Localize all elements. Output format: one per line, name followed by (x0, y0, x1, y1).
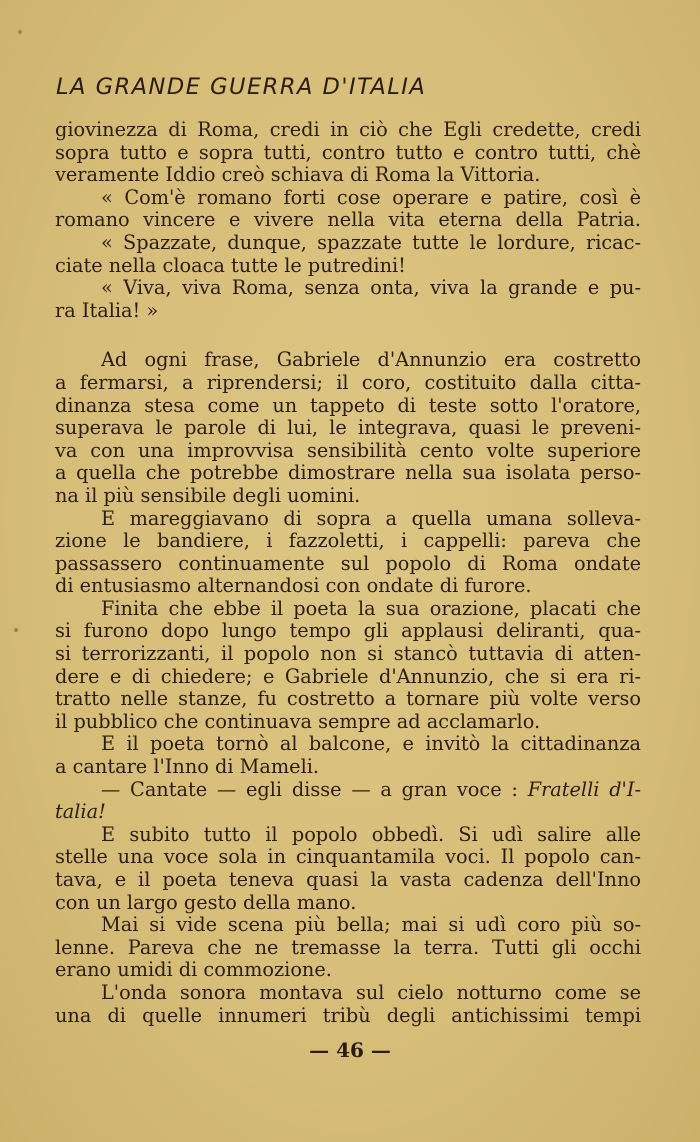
text-line: Mai si vide scena più bella; mai si udì coro più so- (101, 913, 641, 937)
text-line: veramente Iddio creò schiava di Roma la Vittoria. (55, 163, 541, 187)
text-line (55, 779, 641, 802)
text-line: « Viva, viva Roma, senza onta, viva la grande e pu- (101, 276, 641, 300)
text-line: E mareggiavano di sopra a quella umana solleva- (101, 506, 641, 530)
text-line: va con una improvvisa sensibilità cento volte superiore (55, 438, 641, 462)
text-line: il pubblico che continuava sempre ad acclamarlo. (55, 709, 541, 733)
text-line: con un largo gesto della mano. (55, 890, 357, 914)
text-line: ra Italia! » (55, 298, 159, 322)
text-line: di entusiasmo alternandosi con ondate di furore. (55, 574, 532, 598)
text-line: si terrorizzanti, il popolo non si stancò tuttavia di atten- (55, 642, 641, 666)
text-line: passassero continuamente sul popolo di Roma ondate (55, 551, 641, 575)
text-line: tava, e il poeta teneva quasi la vasta cadenza dell'Inno (55, 868, 641, 891)
text-line: talia! (55, 800, 106, 824)
print-speck (18, 30, 22, 34)
text-line: tratto nelle stanze, fu costretto a tornare più volte verso (55, 687, 641, 711)
text-line: una di quelle innumeri tribù degli antichissimi tempi (55, 1003, 641, 1027)
text-line: sopra tutto e sopra tutti, contro tutto e contro tutti, chè (55, 140, 641, 164)
text-line: L'onda sonora montava sul cielo notturno come se (101, 980, 641, 1004)
text-line: na il più sensibile degli uomini. (55, 483, 361, 507)
body-text (55, 119, 641, 1027)
song-title: Fratelli d'I- (527, 777, 641, 801)
text-line: a fermarsi, a riprendersi; il coro, costituito dalla citta- (55, 370, 641, 394)
text-line: Finita che ebbe il poeta la sua orazione, placati che (101, 596, 641, 620)
running-header: LA GRANDE GUERRA D'ITALIA (56, 74, 427, 100)
text-line: a cantare l'Inno di Mameli. (55, 755, 320, 779)
text-line: romano vincere e vivere nella vita eterna della Patria. (55, 208, 641, 232)
text-line: si furono dopo lungo tempo gli applausi deliranti, qua- (55, 619, 641, 643)
text-line: E subito tutto il popolo obbedì. Si udì salire alle (101, 822, 641, 846)
text-line: E il poeta tornò al balcone, e invitò la cittadinanza (101, 732, 641, 756)
print-speck (14, 628, 18, 632)
text-line: superava le parole di lui, le integrava, quasi le preveni- (55, 416, 641, 440)
text-line: « Spazzate, dunque, spazzate tutte le lordure, ricac- (101, 230, 641, 254)
text-line: Ad ogni frase, Gabriele d'Annunzio era costretto (101, 348, 641, 372)
paragraph-gap (55, 322, 641, 349)
text-line: a quella che potrebbe dimostrare nella sua isolata perso- (55, 461, 641, 485)
text-line: « Com'è romano forti cose operare e patire, così è (101, 185, 641, 209)
text-line: zione le bandiere, i fazzoletti, i cappelli: pareva che (55, 529, 641, 553)
text-line: lenne. Pareva che ne tremasse la terra. Tutti gli occhi (55, 935, 641, 959)
text-line: dere e di chiedere; e Gabriele d'Annunzio, che si era ri- (55, 664, 641, 688)
text-line: dinanza stesa come un tappeto di teste sotto l'oratore, (55, 393, 641, 417)
text-line: giovinezza di Roma, credi in ciò che Egli credette, credi (55, 118, 641, 141)
text-line: stelle una voce sola in cinquantamila voci. Il popolo can- (55, 845, 641, 869)
page-number: — 46 — (309, 1038, 391, 1062)
text-line: erano umidi di commozione. (55, 958, 332, 982)
text-line: ciate nella cloaca tutte le putredini! (55, 253, 406, 277)
dialogue-text: — Cantate — egli disse — a gran voce : (101, 777, 528, 801)
